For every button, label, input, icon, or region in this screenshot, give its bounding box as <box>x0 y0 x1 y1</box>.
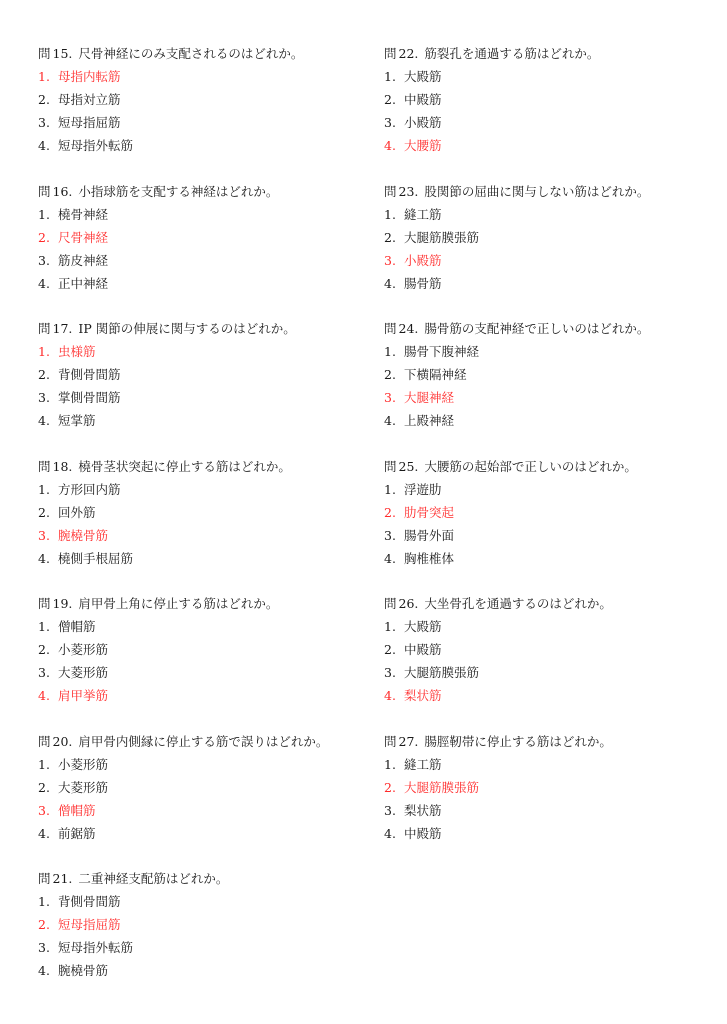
answer-option <box>38 776 378 799</box>
option-text: 小殿筋 <box>403 252 442 268</box>
option-text: 回外筋 <box>57 504 96 520</box>
option-text: 虫様筋 <box>57 344 96 359</box>
question-title <box>38 592 378 615</box>
answer-option <box>38 409 378 432</box>
option-number: 4. <box>38 963 50 978</box>
question-title <box>38 42 378 65</box>
answer-option-correct <box>384 501 714 524</box>
question-block <box>38 592 378 707</box>
option-number: 1. <box>38 481 50 497</box>
option-text: 肩甲挙筋 <box>57 688 108 703</box>
question-block <box>38 730 378 845</box>
answer-option <box>384 753 714 776</box>
question-prefix: 問 <box>384 46 397 61</box>
option-text: 腸骨筋 <box>403 275 442 291</box>
option-text: 短掌筋 <box>57 413 96 428</box>
question-prefix: 問 <box>384 596 397 611</box>
answer-option <box>384 409 714 432</box>
question-prefix: 問 <box>38 871 51 886</box>
option-number: 3. <box>38 802 50 818</box>
answer-option <box>384 88 714 111</box>
option-number: 3. <box>384 527 396 543</box>
answer-option <box>38 822 378 845</box>
question-number: 17. <box>52 321 73 336</box>
question-block <box>38 180 378 295</box>
question-number: 27. <box>398 733 419 749</box>
question-text: 尺骨神経にのみ支配されるのはどれか。 <box>78 46 304 61</box>
question-block <box>38 455 378 570</box>
option-number: 4. <box>384 138 396 153</box>
answer-option-correct <box>38 799 378 822</box>
question-title <box>384 317 714 340</box>
answer-option-correct <box>384 386 714 409</box>
option-number: 2. <box>384 504 396 520</box>
answer-option <box>384 203 714 226</box>
option-text: 大腿筋膜張筋 <box>403 779 479 795</box>
question-number: 24. <box>398 321 419 336</box>
question-number: 18. <box>52 458 73 474</box>
option-number: 4. <box>384 275 396 291</box>
option-text: 小殿筋 <box>403 115 442 130</box>
question-prefix: 問 <box>384 321 397 336</box>
option-text: 背側骨間筋 <box>57 894 121 909</box>
question-text: 橈骨茎状突起に停止する筋はどれか。 <box>78 458 291 474</box>
option-number: 4. <box>38 550 50 566</box>
answer-option-correct <box>38 340 378 363</box>
option-number: 4. <box>38 825 50 841</box>
question-prefix: 問 <box>38 46 51 61</box>
option-number: 2. <box>38 92 50 107</box>
answer-option <box>38 478 378 501</box>
option-number: 3. <box>384 802 396 818</box>
question-title <box>38 317 378 340</box>
answer-option <box>38 959 378 982</box>
question-number: 26. <box>398 596 419 611</box>
question-prefix: 問 <box>384 458 397 474</box>
question-text: 肩甲骨内側縁に停止する筋で誤りはどれか。 <box>78 733 329 749</box>
option-text: 僧帽筋 <box>57 619 96 634</box>
question-block <box>384 180 714 295</box>
option-number: 4. <box>384 688 396 703</box>
question-block <box>384 455 714 570</box>
option-number: 3. <box>384 252 396 268</box>
question-block <box>38 317 378 432</box>
option-text: 母指対立筋 <box>57 92 121 107</box>
answer-option <box>384 822 714 845</box>
answer-option <box>38 111 378 134</box>
left-column <box>38 42 378 1005</box>
question-block <box>38 867 378 982</box>
answer-option <box>38 272 378 295</box>
option-number: 4. <box>38 688 50 703</box>
question-text: 筋裂孔を通過する筋はどれか。 <box>424 46 600 61</box>
option-number: 1. <box>38 69 50 84</box>
option-text: 筋皮神経 <box>57 252 108 268</box>
option-text: 上殿神経 <box>403 413 454 428</box>
answer-option <box>38 638 378 661</box>
question-text: 小指球筋を支配する神経はどれか。 <box>78 183 279 199</box>
option-number: 1. <box>38 206 50 222</box>
option-text: 大殿筋 <box>403 69 442 84</box>
option-number: 2. <box>384 642 396 657</box>
option-text: 大菱形筋 <box>57 665 108 680</box>
option-number: 1. <box>384 344 396 359</box>
question-text: 肩甲骨上角に停止する筋はどれか。 <box>78 596 279 611</box>
question-number: 19. <box>52 596 73 611</box>
answer-option-correct <box>384 684 714 707</box>
question-block <box>384 592 714 707</box>
answer-option-correct <box>38 65 378 88</box>
answer-option <box>38 363 378 386</box>
option-text: 腸骨下腹神経 <box>403 344 479 359</box>
question-prefix: 問 <box>384 733 397 749</box>
question-title <box>38 180 378 203</box>
question-text: 腸脛靭帯に停止する筋はどれか。 <box>424 733 612 749</box>
question-prefix: 問 <box>384 183 397 199</box>
option-text: 腕橈骨筋 <box>57 527 108 543</box>
answer-option <box>38 386 378 409</box>
option-text: 前鋸筋 <box>57 825 96 841</box>
option-text: 橈骨神経 <box>57 206 108 222</box>
option-number: 2. <box>384 779 396 795</box>
question-text: 二重神経支配筋はどれか。 <box>78 871 229 886</box>
question-title <box>38 455 378 478</box>
question-block <box>38 42 378 157</box>
option-number: 2. <box>384 367 396 382</box>
option-number: 1. <box>384 69 396 84</box>
option-number: 2. <box>38 642 50 657</box>
question-number: 15. <box>52 46 73 61</box>
option-number: 2. <box>38 504 50 520</box>
answer-option <box>384 799 714 822</box>
option-number: 2. <box>38 367 50 382</box>
question-block <box>384 730 714 845</box>
option-number: 4. <box>384 550 396 566</box>
option-number: 4. <box>38 413 50 428</box>
option-number: 4. <box>384 413 396 428</box>
answer-option-correct <box>384 776 714 799</box>
option-text: 背側骨間筋 <box>57 367 121 382</box>
question-number: 23. <box>398 183 419 199</box>
answer-option-correct <box>384 134 714 157</box>
option-number: 4. <box>384 825 396 841</box>
answer-option-correct <box>38 913 378 936</box>
answer-option <box>38 134 378 157</box>
option-text: 大腿筋膜張筋 <box>403 229 479 245</box>
option-text: 大腰筋 <box>403 138 442 153</box>
option-number: 2. <box>38 917 50 932</box>
answer-option <box>384 478 714 501</box>
option-number: 1. <box>384 619 396 634</box>
right-column <box>384 42 714 867</box>
answer-option <box>384 547 714 570</box>
option-number: 1. <box>38 756 50 772</box>
question-title <box>384 180 714 203</box>
question-number: 20. <box>52 733 73 749</box>
option-text: 短母指外転筋 <box>57 940 133 955</box>
answer-option <box>384 272 714 295</box>
option-text: 大腿神経 <box>403 390 454 405</box>
answer-option <box>384 226 714 249</box>
question-number: 22. <box>398 46 419 61</box>
option-number: 2. <box>38 779 50 795</box>
option-text: 梨状筋 <box>403 802 442 818</box>
option-text: 肋骨突起 <box>403 504 454 520</box>
answer-option <box>38 501 378 524</box>
answer-option <box>38 661 378 684</box>
question-prefix: 問 <box>38 321 51 336</box>
option-text: 腸骨外面 <box>403 527 454 543</box>
answer-option <box>38 936 378 959</box>
question-block <box>384 42 714 157</box>
answer-option <box>384 65 714 88</box>
question-block <box>384 317 714 432</box>
question-prefix: 問 <box>38 458 51 474</box>
answer-option <box>384 111 714 134</box>
option-number: 4. <box>38 275 50 291</box>
question-title <box>384 455 714 478</box>
option-number: 2. <box>384 229 396 245</box>
answer-option <box>38 753 378 776</box>
answer-option-correct <box>38 226 378 249</box>
option-text: 大殿筋 <box>403 619 442 634</box>
question-text: IP 関節の伸展に関与するのはどれか。 <box>78 321 296 336</box>
option-text: 短母指外転筋 <box>57 138 133 153</box>
option-number: 1. <box>38 894 50 909</box>
option-text: 腕橈骨筋 <box>57 963 108 978</box>
option-number: 2. <box>384 92 396 107</box>
option-text: 縫工筋 <box>403 756 442 772</box>
question-title <box>384 592 714 615</box>
option-text: 尺骨神経 <box>57 229 108 245</box>
option-text: 大菱形筋 <box>57 779 108 795</box>
option-text: 縫工筋 <box>403 206 442 222</box>
option-number: 3. <box>38 390 50 405</box>
option-text: 母指内転筋 <box>57 69 121 84</box>
option-text: 中殿筋 <box>403 92 442 107</box>
answer-option <box>38 547 378 570</box>
answer-option <box>38 615 378 638</box>
question-number: 25. <box>398 458 419 474</box>
answer-option <box>384 363 714 386</box>
option-number: 2. <box>38 229 50 245</box>
option-number: 3. <box>38 527 50 543</box>
answer-option <box>384 661 714 684</box>
option-number: 1. <box>384 206 396 222</box>
question-text: 股関節の屈曲に関与しない筋はどれか。 <box>424 183 650 199</box>
option-number: 3. <box>38 115 50 130</box>
option-text: 浮遊肋 <box>403 481 442 497</box>
question-number: 21. <box>52 871 73 886</box>
option-text: 掌側骨間筋 <box>57 390 121 405</box>
answer-option <box>38 249 378 272</box>
option-text: 短母指屈筋 <box>57 917 121 932</box>
answer-option <box>38 203 378 226</box>
answer-option <box>384 615 714 638</box>
question-title <box>38 867 378 890</box>
option-number: 3. <box>38 665 50 680</box>
option-text: 中殿筋 <box>403 825 442 841</box>
answer-option <box>384 524 714 547</box>
option-number: 3. <box>38 252 50 268</box>
option-text: 正中神経 <box>57 275 108 291</box>
question-text: 腸骨筋の支配神経で正しいのはどれか。 <box>424 321 650 336</box>
answer-option-correct <box>38 684 378 707</box>
option-text: 短母指屈筋 <box>57 115 121 130</box>
answer-option-correct <box>384 249 714 272</box>
option-number: 3. <box>384 115 396 130</box>
option-text: 下横隔神経 <box>403 367 467 382</box>
option-number: 1. <box>38 344 50 359</box>
option-text: 橈側手根屈筋 <box>57 550 133 566</box>
option-number: 1. <box>384 756 396 772</box>
option-number: 3. <box>38 940 50 955</box>
question-text: 大坐骨孔を通過するのはどれか。 <box>424 596 612 611</box>
option-text: 小菱形筋 <box>57 756 108 772</box>
option-number: 3. <box>384 665 396 680</box>
option-text: 梨状筋 <box>403 688 442 703</box>
option-number: 3. <box>384 390 396 405</box>
question-prefix: 問 <box>38 596 51 611</box>
question-prefix: 問 <box>38 183 51 199</box>
option-text: 僧帽筋 <box>57 802 96 818</box>
question-prefix: 問 <box>38 733 51 749</box>
option-text: 胸椎椎体 <box>403 550 454 566</box>
answer-option <box>38 88 378 111</box>
option-text: 方形回内筋 <box>57 481 121 497</box>
option-number: 4. <box>38 138 50 153</box>
answer-option <box>384 340 714 363</box>
question-title <box>384 730 714 753</box>
question-title <box>38 730 378 753</box>
question-number: 16. <box>52 183 73 199</box>
answer-option-correct <box>38 524 378 547</box>
question-text: 大腰筋の起始部で正しいのはどれか。 <box>424 458 637 474</box>
option-text: 中殿筋 <box>403 642 442 657</box>
question-title <box>384 42 714 65</box>
option-text: 小菱形筋 <box>57 642 108 657</box>
answer-option <box>384 638 714 661</box>
answer-option <box>38 890 378 913</box>
option-number: 1. <box>384 481 396 497</box>
option-text: 大腿筋膜張筋 <box>403 665 479 680</box>
option-number: 1. <box>38 619 50 634</box>
